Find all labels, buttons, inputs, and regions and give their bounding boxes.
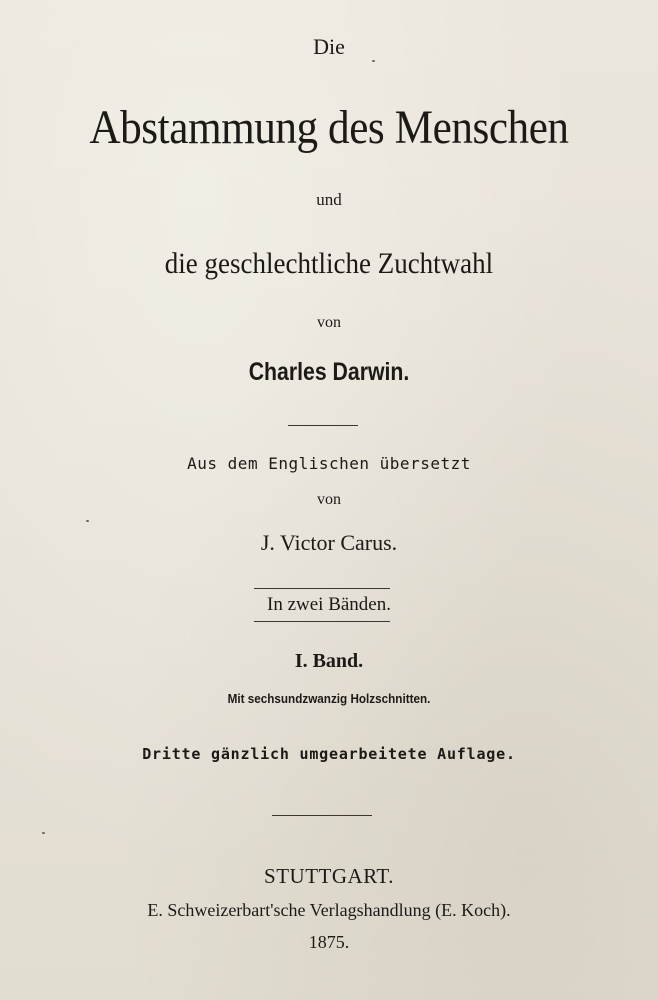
translator-name: J. Victor Carus.: [260, 530, 398, 555]
divider-rule: [288, 425, 358, 426]
title-article: Die: [313, 34, 345, 59]
title-conjunction: und: [316, 190, 342, 209]
main-title: Abstammung des Menschen: [89, 101, 569, 154]
volume-label: I. Band.: [294, 650, 364, 672]
subtitle: die geschlechtliche Zuchtwahl: [164, 247, 494, 280]
volumes-top-rule: [254, 588, 390, 589]
translation-note: Aus dem Englischen übersetzt: [187, 454, 471, 473]
author-name: Charles Darwin.: [248, 358, 410, 386]
paper-speck: [372, 60, 375, 62]
volumes-note: In zwei Bänden.: [267, 594, 391, 615]
imprint-year: 1875.: [308, 932, 350, 952]
imprint-publisher: E. Schweizerbart'sche Verlagshandlung (E. Koch).: [147, 900, 511, 920]
paper-speck: [42, 832, 45, 834]
illustrations-note: Mit sechsundzwanzig Holzschnitten.: [227, 691, 431, 706]
imprint-divider-rule: [272, 815, 372, 816]
volumes-bottom-rule: [254, 621, 390, 622]
imprint-city: STUTTGART.: [264, 864, 394, 888]
by-label: von: [317, 314, 341, 331]
paper-speck: [86, 520, 89, 522]
edition-note: Dritte gänzlich umgearbeitete Auflage.: [142, 745, 516, 763]
translated-by-label: von: [317, 491, 341, 508]
